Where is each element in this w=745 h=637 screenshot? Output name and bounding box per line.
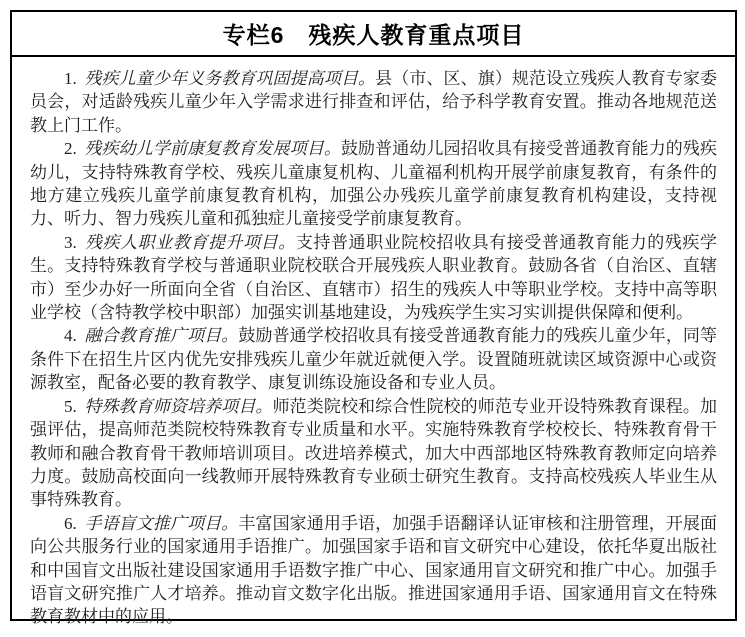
column-box [10, 10, 737, 627]
project-number: 6. [64, 513, 77, 533]
project-number: 4. [64, 326, 77, 346]
project-paragraph-3 [30, 231, 717, 325]
project-number: 1. [64, 69, 77, 88]
project-text: 支持普通职业院校招收具有接受普通教育能力的残疾学生。支持特殊教育学校与普通职业院校联合开展残疾人职业教育。鼓励各省（自治区、直辖市）至少办好一所面向全省（自治区、直辖市）招生的残疾人中等职业学校。支持中高等职业学校（含特教学校中职部）加强实训基地建设，为残疾学生实习实训提供保障和便利。 [30, 232, 718, 323]
project-name: 融合教育推广项目。 [84, 326, 239, 346]
project-name: 残疾儿童少年义务教育巩固提高项目。 [84, 69, 376, 88]
project-name: 残疾人职业教育提升项目。 [84, 232, 296, 252]
project-text: 鼓励普通学校招收具有接受普通教育能力的残疾儿童少年，同等条件下在招生片区内优先安排残疾儿童少年就近就便入学。设置随班就读区域资源中心或资源教室，配备必要的教育教学、康复训练设施设备和专业人员。 [30, 326, 718, 393]
project-text: 丰富国家通用手语，加强手语翻译认证审核和注册管理，开展面向公共服务行业的国家通用手语推广。加强国家手语和盲文研究中心建设，依托华夏出版社和中国盲文出版社建设国家通用手语数字推广中心、国家通用盲文研究和推广中心。加强手语盲文研究推广人才培养。推动盲文数字化出版。推进国家通用手语、国家通用盲文在特殊教育教材中的应用。 [30, 513, 718, 627]
project-name: 特殊教育师资培养项目。 [84, 396, 273, 416]
project-name: 残疾幼儿学前康复教育发展项目。 [84, 139, 341, 159]
project-paragraph-5 [30, 395, 717, 512]
project-number: 5. [64, 396, 77, 416]
project-number: 3. [64, 232, 77, 252]
column-box-header [12, 12, 735, 57]
project-paragraph-2 [30, 137, 717, 231]
column-box-title: 专栏6 残疾人教育重点项目 [222, 22, 525, 48]
project-text: 师范类院校和综合性院校的师范专业开设特殊教育课程。加强评估，提高师范类院校特殊教育专业质量和水平。实施特殊教育学校校长、特殊教育骨干教师和融合教育骨干教师培训项目。改进培养模式，加大中西部地区特殊教育教师定向培养力度。鼓励高校面向一线教师开展特殊教育专业硕士研究生教育。支持高校残疾人毕业生从事特殊教育。 [30, 396, 718, 510]
project-paragraph-6 [30, 512, 717, 629]
project-number: 2. [64, 139, 77, 159]
project-paragraph-1 [30, 67, 717, 137]
project-name: 手语盲文推广项目。 [84, 513, 239, 533]
project-text: 鼓励普通幼儿园招收具有接受普通教育能力的残疾幼儿，支持特殊教育学校、残疾儿童康复机构、儿童福利机构开展学前康复教育，有条件的地方建立残疾儿童学前康复教育机构，加强公办残疾儿童学前康复教育机构建设，支持视力、听力、智力残疾儿童和孤独症儿童接受学前康复教育。 [30, 139, 718, 229]
project-paragraph-4 [30, 324, 717, 394]
project-text: 县（市、区、旗）规范设立残疾人教育专家委员会，对适龄残疾儿童少年入学需求进行排查和评估，给予科学教育安置。推动各地规范送教上门工作。 [30, 69, 718, 135]
column-box-body [12, 57, 735, 637]
